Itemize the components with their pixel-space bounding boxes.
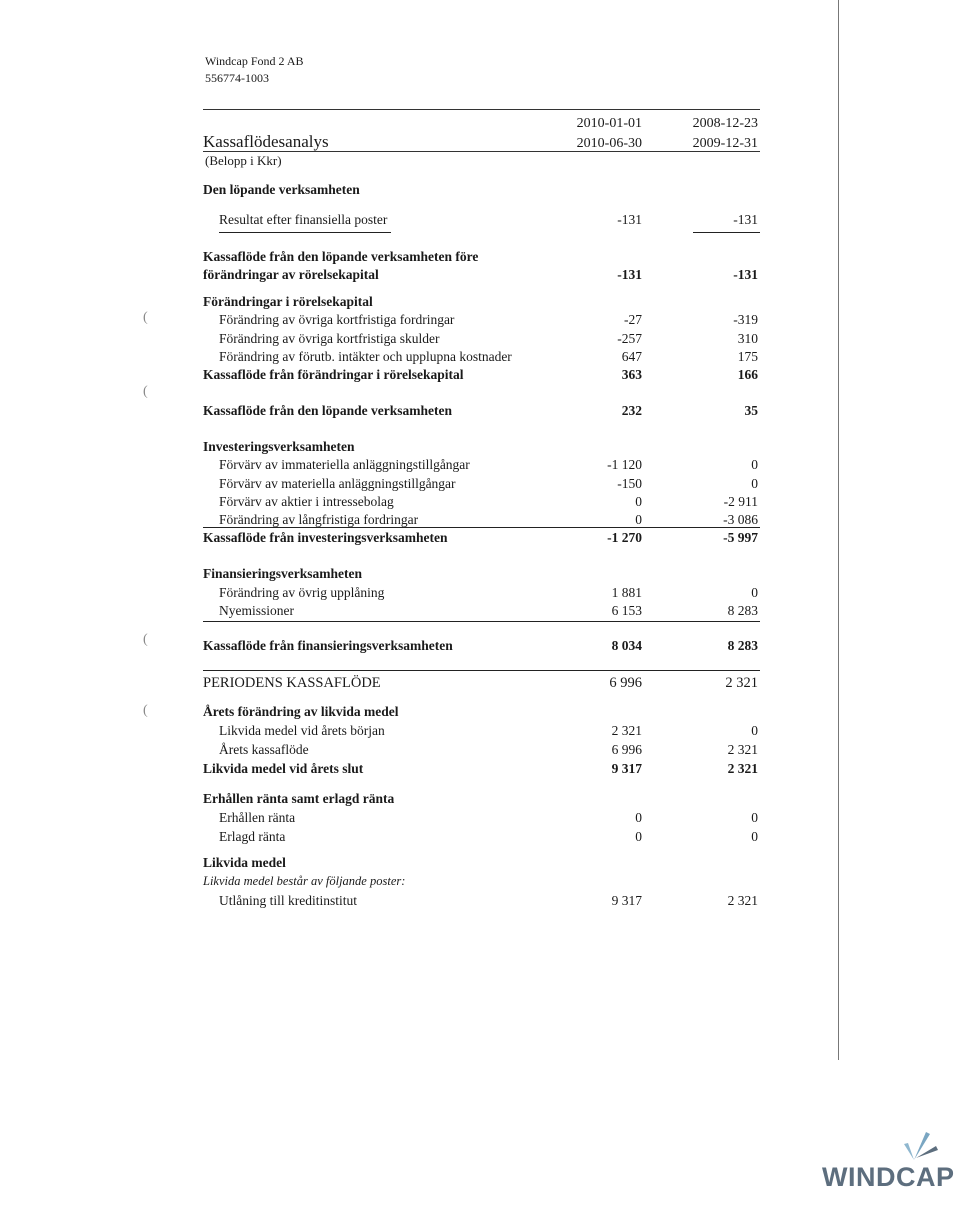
row-label: Kassaflöde från investeringsverksamheten	[203, 530, 448, 545]
value-col2: 8 283	[727, 638, 758, 653]
underline	[203, 670, 760, 671]
table-row	[0, 585, 960, 603]
value-col2: 0	[751, 810, 758, 825]
value-col1: 2 321	[611, 723, 642, 738]
row-label: Årets kassaflöde	[219, 742, 309, 757]
table-row	[0, 530, 960, 548]
value-col2: 2 321	[725, 675, 758, 691]
row-label: Förändring av övrig upplåning	[219, 585, 385, 600]
row-label: Kassaflöde från den löpande verksamheten före	[203, 249, 479, 264]
value-col1: 8 034	[611, 638, 642, 653]
scan-mark: (	[143, 310, 148, 325]
scan-mark: (	[143, 632, 148, 647]
row-label: Finansieringsverksamheten	[203, 566, 363, 581]
value-col2: -131	[733, 267, 758, 282]
row-label: Erhållen ränta	[219, 810, 296, 825]
value-col1: -150	[617, 476, 642, 491]
row-label: Likvida medel vid årets början	[219, 723, 385, 738]
value-col1: 9 317	[611, 761, 642, 776]
value-col1: -131	[617, 212, 642, 227]
value-col1: 0	[635, 810, 642, 825]
value-col2: 0	[751, 476, 758, 491]
row-label: Förändring av övriga kortfristiga skulder	[219, 331, 440, 346]
unit-note: (Belopp i Kkr)	[205, 153, 282, 168]
value-col1: 0	[635, 494, 642, 509]
logo-text: WINDCAP	[822, 1162, 955, 1192]
value-col2: 2 321	[727, 742, 758, 757]
value-col1: 363	[621, 367, 642, 382]
table-row	[0, 893, 960, 911]
row-label: Kassaflöde från den löpande verksamheten	[203, 403, 453, 418]
row-label: Likvida medel	[203, 855, 286, 870]
row-label: Likvida medel består av följande poster:	[203, 874, 406, 888]
underline	[693, 232, 760, 233]
col2-from: 2008-12-23	[692, 116, 758, 131]
section-interest	[0, 791, 960, 809]
row-label: Den löpande verksamheten	[203, 182, 360, 197]
value-col1: -27	[624, 312, 642, 327]
value-col1: 647	[621, 349, 642, 364]
company-name: Windcap Fond 2 AB	[205, 54, 304, 68]
value-col2: 8 283	[727, 603, 758, 618]
underline	[203, 621, 760, 622]
row-label: Likvida medel vid årets slut	[203, 761, 364, 776]
value-col1: 6 996	[611, 742, 642, 757]
value-col1: -1 270	[607, 530, 642, 545]
row-label: Kassaflöde från finansieringsverksamheten	[203, 638, 453, 653]
row-label: Förändringar i rörelsekapital	[203, 294, 373, 309]
row-label: Nyemissioner	[219, 603, 294, 618]
row-label: Förvärv av immateriella anläggningstillgångar	[219, 457, 470, 472]
table-row	[0, 675, 960, 693]
row-label: Förvärv av aktier i intressebolag	[219, 494, 394, 509]
value-col1: 6 153	[611, 603, 642, 618]
underline	[219, 232, 391, 233]
row-label: Investeringsverksamheten	[203, 439, 355, 454]
table-row	[0, 723, 960, 741]
value-col2: 0	[751, 829, 758, 844]
table-row	[0, 349, 960, 367]
value-col2: 35	[744, 403, 758, 418]
header-top-rule	[203, 109, 760, 110]
value-col2: 2 321	[727, 893, 758, 908]
value-col2: 0	[751, 457, 758, 472]
table-row	[0, 603, 960, 621]
col2-to: 2009-12-31	[692, 136, 758, 151]
value-col2: 0	[751, 585, 758, 600]
row-label: Årets förändring av likvida medel	[203, 704, 399, 719]
section-cash	[0, 855, 960, 873]
row-label: Kassaflöde från förändringar i rörelsekapital	[203, 367, 464, 382]
value-col2: -2 911	[723, 494, 758, 509]
table-row	[0, 367, 960, 385]
row-label: Förändring av förutb. intäkter och upplupna kostnader	[219, 349, 512, 364]
table-row	[0, 874, 960, 892]
value-col2: 0	[751, 723, 758, 738]
value-col1: 0	[635, 512, 642, 527]
section-investing	[0, 439, 960, 457]
scan-mark: (	[143, 384, 148, 399]
value-col1: 1 881	[611, 585, 642, 600]
table-row	[0, 403, 960, 421]
value-col2: -3 086	[723, 512, 758, 527]
table-row	[0, 829, 960, 847]
row-label: Resultat efter finansiella poster	[219, 212, 388, 227]
table-row	[0, 494, 960, 512]
section-financing	[0, 566, 960, 584]
col1-to: 2010-06-30	[576, 136, 642, 151]
table-row	[0, 212, 960, 230]
table-row	[0, 761, 960, 779]
value-col1: 9 317	[611, 893, 642, 908]
windcap-logo	[818, 1130, 955, 1194]
value-col1: -257	[617, 331, 642, 346]
value-col2: -131	[733, 212, 758, 227]
windcap-logo-mark	[818, 1130, 948, 1164]
value-col1: -1 120	[607, 457, 642, 472]
value-col2: 166	[737, 367, 758, 382]
value-col2: 2 321	[727, 761, 758, 776]
section-operating	[0, 182, 960, 200]
org-number: 556774-1003	[205, 71, 269, 85]
value-col1: 0	[635, 829, 642, 844]
page-title: Kassaflödesanalys	[203, 132, 329, 151]
table-row	[0, 476, 960, 494]
row-label: Erlagd ränta	[219, 829, 286, 844]
value-col1: 232	[621, 403, 642, 418]
row-label: Utlåning till kreditinstitut	[219, 893, 357, 908]
value-col1: -131	[617, 267, 642, 282]
value-col1: 6 996	[609, 675, 642, 691]
table-row	[0, 810, 960, 828]
row-label: förändringar av rörelsekapital	[203, 267, 379, 282]
table-row	[0, 267, 960, 285]
table-row	[0, 249, 960, 267]
row-label: Erhållen ränta samt erlagd ränta	[203, 791, 395, 806]
value-col2: -319	[733, 312, 758, 327]
row-label: Förändring av långfristiga fordringar	[219, 512, 419, 527]
col1-from: 2010-01-01	[576, 116, 642, 131]
table-row	[0, 457, 960, 475]
row-label: PERIODENS KASSAFLÖDE	[203, 675, 381, 691]
table-row	[0, 742, 960, 760]
row-label: Förändring av övriga kortfristiga fordringar	[219, 312, 455, 327]
value-col2: -5 997	[723, 530, 758, 545]
row-label: Förvärv av materiella anläggningstillgångar	[219, 476, 456, 491]
table-row	[0, 331, 960, 349]
value-col2: 310	[737, 331, 758, 346]
underline	[203, 527, 760, 528]
value-col2: 175	[737, 349, 758, 364]
scan-mark: (	[143, 703, 148, 718]
